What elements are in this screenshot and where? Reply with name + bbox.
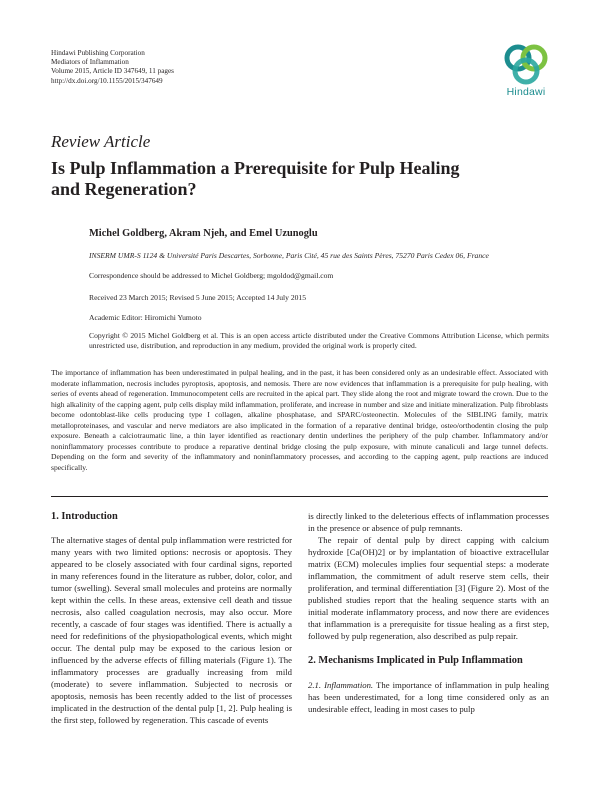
journal-name: Mediators of Inflammation	[51, 58, 129, 67]
inflammation-text: The importance of inflammation in pulp healing has been underestimated, for a long time considered only as an undesirable effect, leading in most cases to pulp	[308, 680, 549, 714]
journal-header	[51, 49, 174, 86]
left-column	[51, 510, 292, 726]
logo-wordmark: Hindawi	[506, 86, 546, 98]
right-column	[308, 510, 549, 715]
intro-heading: 1. Introduction	[51, 511, 118, 522]
publisher-name: Hindawi Publishing Corporation	[51, 49, 145, 57]
author-list: Michel Goldberg, Akram Njeh, and Emel Uzunoglu	[89, 228, 318, 239]
correspondence: Correspondence should be addressed to Michel Goldberg; mgoldod@gmail.com	[89, 271, 334, 280]
article-type: Review Article	[51, 132, 151, 151]
section-divider	[51, 496, 548, 497]
hindawi-logo-icon	[503, 42, 549, 86]
doi-link[interactable]: http://dx.doi.org/10.1155/2015/347649	[51, 76, 163, 85]
abstract: The importance of inflammation has been underestimated in pulpal healing, and in the past, it has been considered only as an undesirable effect. Associated with moderate inflammation, necrosis includes pyroptosis, apoptosis, and nemosis. There are now evidences that inflammation is a prerequisite for pulp healing, with series of events ahead of regeneration. Immunocompetent cells are recruited in the apical part. They slide along the root and migrate toward the crown. Due to the high alkalinity of the capping agent, pulp cells display mild inflammation, proliferate, and increase in number and size and initiate mineralization. Pulp fibroblasts become odontoblast-like cells producing type I collagen, alkaline phosphatase, and SPARC/osteonectin. Molecules of the SIBLING family, matrix metalloproteinases, and vascular and nerve mediators are also implicated in the formation of a reparative dentinal bridge, osteo/orthodentin closing the pulp exposure. Beneath a calciotraumatic line, a thin layer identified as reactionary dentin underlines the periphery of the pulp chamber. Inflammatory and/or noninflammatory processes contribute to produce a reparative dentinal bridge closing the pulp exposure, with minute canaliculi and large tunnel defects. Depending on the form and severity of the inflammatory and noninflammatory processes, and according to the capping agent, pulp reactions are induced specifically.	[51, 368, 548, 472]
article-dates: Received 23 March 2015; Revised 5 June 2015; Accepted 14 July 2015	[89, 293, 307, 302]
academic-editor: Academic Editor: Hiromichi Yumoto	[89, 313, 202, 322]
inflammation-subheading: 2.1. Inflammation.	[308, 680, 374, 690]
hindawi-logo	[503, 42, 549, 104]
intro-paragraph: The alternative stages of dental pulp inflammation were restricted for many years with two limited options: necrosis or apoptosis. They appeared to be closely associated with four cardinal signs, reported in many references found in the literature as rubber, dolor, color, and tumor (swelling). Several small molecules and proteins are normally kept within the cells. In these areas, extensive cell death and tissue necrosis, also called coagulation necrosis, may also occur. More recently, a cascade of four stages was identified. There is actually a need for redefinitions of the physiopathological events, which might occur. The dental pulp may be exposed to the carious lesion or influenced by the adverse effects of filling materials (Figure 1). The inflammatory processes are gradually increasing from mild (moderate) to severe inflammation. Subjected to necrosis or apoptosis, nemosis has been recently added to the list of processes implicated in the destruction of the dental pulp [1, 2]. Pulp healing is the first step, followed by regeneration. This cascade of events	[51, 535, 292, 725]
intro-paragraph-2: The repair of dental pulp by direct capping with calcium hydroxide [Ca(OH)2] or by implantation of bioactive extracellular matrix (ECM) molecules implies four sequential steps: a moderate inflammation, the commitment of adult reserve stem cells, their proliferation, and terminal differentiation [3] (Figure 2). Most of the published studies report that the healing sequence starts with an initial moderate inflammatory process, and now there are evidences that inflammation is a prerequisite for tissue healing as a first step, followed by pulp regeneration, also described as pulp repair.	[308, 535, 549, 641]
copyright-notice: Copyright © 2015 Michel Goldberg et al. This is an open access article distributed under the Creative Commons Attribution License, which permits unrestricted use, distribution, and reproduction in any medium, provided the original work is properly cited.	[89, 331, 549, 350]
article-title: Is Pulp Inflammation a Prerequisite for Pulp Healing and Regeneration?	[51, 158, 460, 199]
volume-info: Volume 2015, Article ID 347649, 11 pages	[51, 67, 174, 76]
inflammation-paragraph	[308, 679, 549, 715]
intro-continuation: is directly linked to the deleterious effects of inflammation processes in the presence or absence of pulp remnants.	[308, 511, 549, 533]
affiliation: INSERM UMR-S 1124 & Université Paris Descartes, Sorbonne, Paris Cité, 45 rue des Saints Pères, 75270 Paris Cedex 06, France	[89, 251, 489, 260]
mechanisms-heading: 2. Mechanisms Implicated in Pulp Inflammation	[308, 655, 523, 666]
